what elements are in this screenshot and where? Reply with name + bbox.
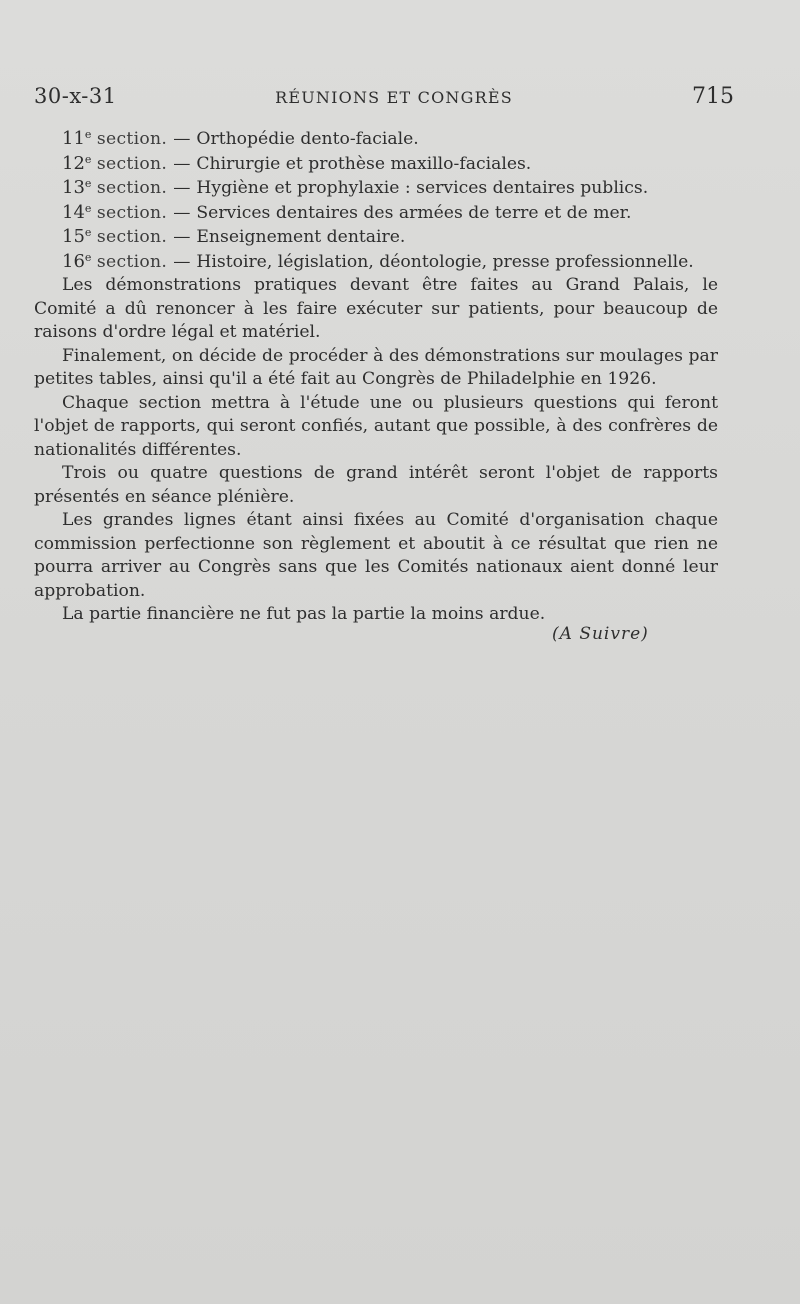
section-number: 15 bbox=[62, 226, 85, 247]
section-title: Enseignement dentaire. bbox=[196, 227, 406, 247]
paragraph: Les démonstrations pratiques devant être faites au Grand Palais, le Comité a dû renoncer à les faire exécuter sur patients, pour beaucoup de raisons d'ordre légal et matériel. bbox=[34, 275, 718, 342]
header-title: RÉUNIONS ET CONGRÈS bbox=[275, 88, 513, 107]
section-word: section. bbox=[96, 129, 168, 149]
section-dash: — bbox=[173, 153, 191, 174]
section-word: section. bbox=[96, 251, 168, 272]
section-number: 11 bbox=[62, 128, 85, 149]
section-ordinal: e bbox=[84, 201, 92, 215]
paragraph: La partie financière ne fut pas la partie la moins ardue. bbox=[62, 604, 546, 624]
section-word: section. bbox=[96, 178, 168, 198]
section-dash: — bbox=[173, 227, 191, 247]
paragraph: Les grandes lignes étant ainsi fixées au Comité d'organisation chaque commission perfectionne son règlement et aboutit à ce résultat que rien ne pourra arriver au Congrès sans que les Comités nationaux aient donné leur approbation. bbox=[34, 510, 718, 601]
continuation-note: (A Suivre) bbox=[552, 624, 649, 644]
section-ordinal: e bbox=[84, 250, 92, 264]
running-head bbox=[34, 84, 734, 114]
section-number: 16 bbox=[62, 250, 85, 272]
section-title: Services dentaires des armées de terre et de mer. bbox=[196, 202, 632, 223]
paragraph: Finalement, on décide de procéder à des démonstrations sur moulages par petites tables, ainsi qu'il a été fait au Congrès de Philadelphie en 1926. bbox=[34, 345, 718, 389]
section-ordinal: e bbox=[84, 152, 92, 166]
section-list-item bbox=[34, 176, 718, 201]
section-word: section. bbox=[96, 227, 168, 247]
section-title: Orthopédie dento-faciale. bbox=[196, 129, 419, 149]
section-title: Hygiène et prophylaxie : services dentaires publics. bbox=[196, 178, 649, 198]
paragraph: Chaque section mettra à l'étude une ou plusieurs questions qui feront l'objet de rapports, qui seront confiés, autant que possible, à des confrères de nationalités différentes. bbox=[34, 392, 718, 460]
body-text bbox=[34, 127, 718, 627]
header-date: 30-x-31 bbox=[34, 84, 117, 108]
section-ordinal: e bbox=[84, 226, 92, 239]
section-dash: — bbox=[173, 251, 191, 272]
section-list-item bbox=[34, 225, 718, 250]
section-list-item bbox=[34, 201, 718, 226]
section-word: section. bbox=[96, 202, 168, 223]
section-ordinal: e bbox=[84, 177, 92, 190]
section-list-item bbox=[34, 127, 718, 152]
section-dash: — bbox=[173, 178, 191, 198]
page-number: 715 bbox=[692, 84, 734, 109]
section-ordinal: e bbox=[84, 128, 92, 141]
section-list-item bbox=[34, 152, 718, 177]
section-number: 13 bbox=[62, 177, 85, 198]
section-dash: — bbox=[173, 202, 191, 223]
section-list-item bbox=[34, 250, 718, 275]
section-title: Chirurgie et prothèse maxillo-faciales. bbox=[196, 153, 532, 174]
section-dash: — bbox=[173, 129, 191, 149]
section-number: 12 bbox=[62, 152, 85, 174]
paragraph: Trois ou quatre questions de grand intérêt seront l'objet de rapports présentés en séance plénière. bbox=[34, 463, 718, 507]
section-title: Histoire, législation, déontologie, presse professionnelle. bbox=[196, 251, 694, 272]
section-number: 14 bbox=[62, 201, 85, 223]
section-word: section. bbox=[96, 153, 168, 174]
